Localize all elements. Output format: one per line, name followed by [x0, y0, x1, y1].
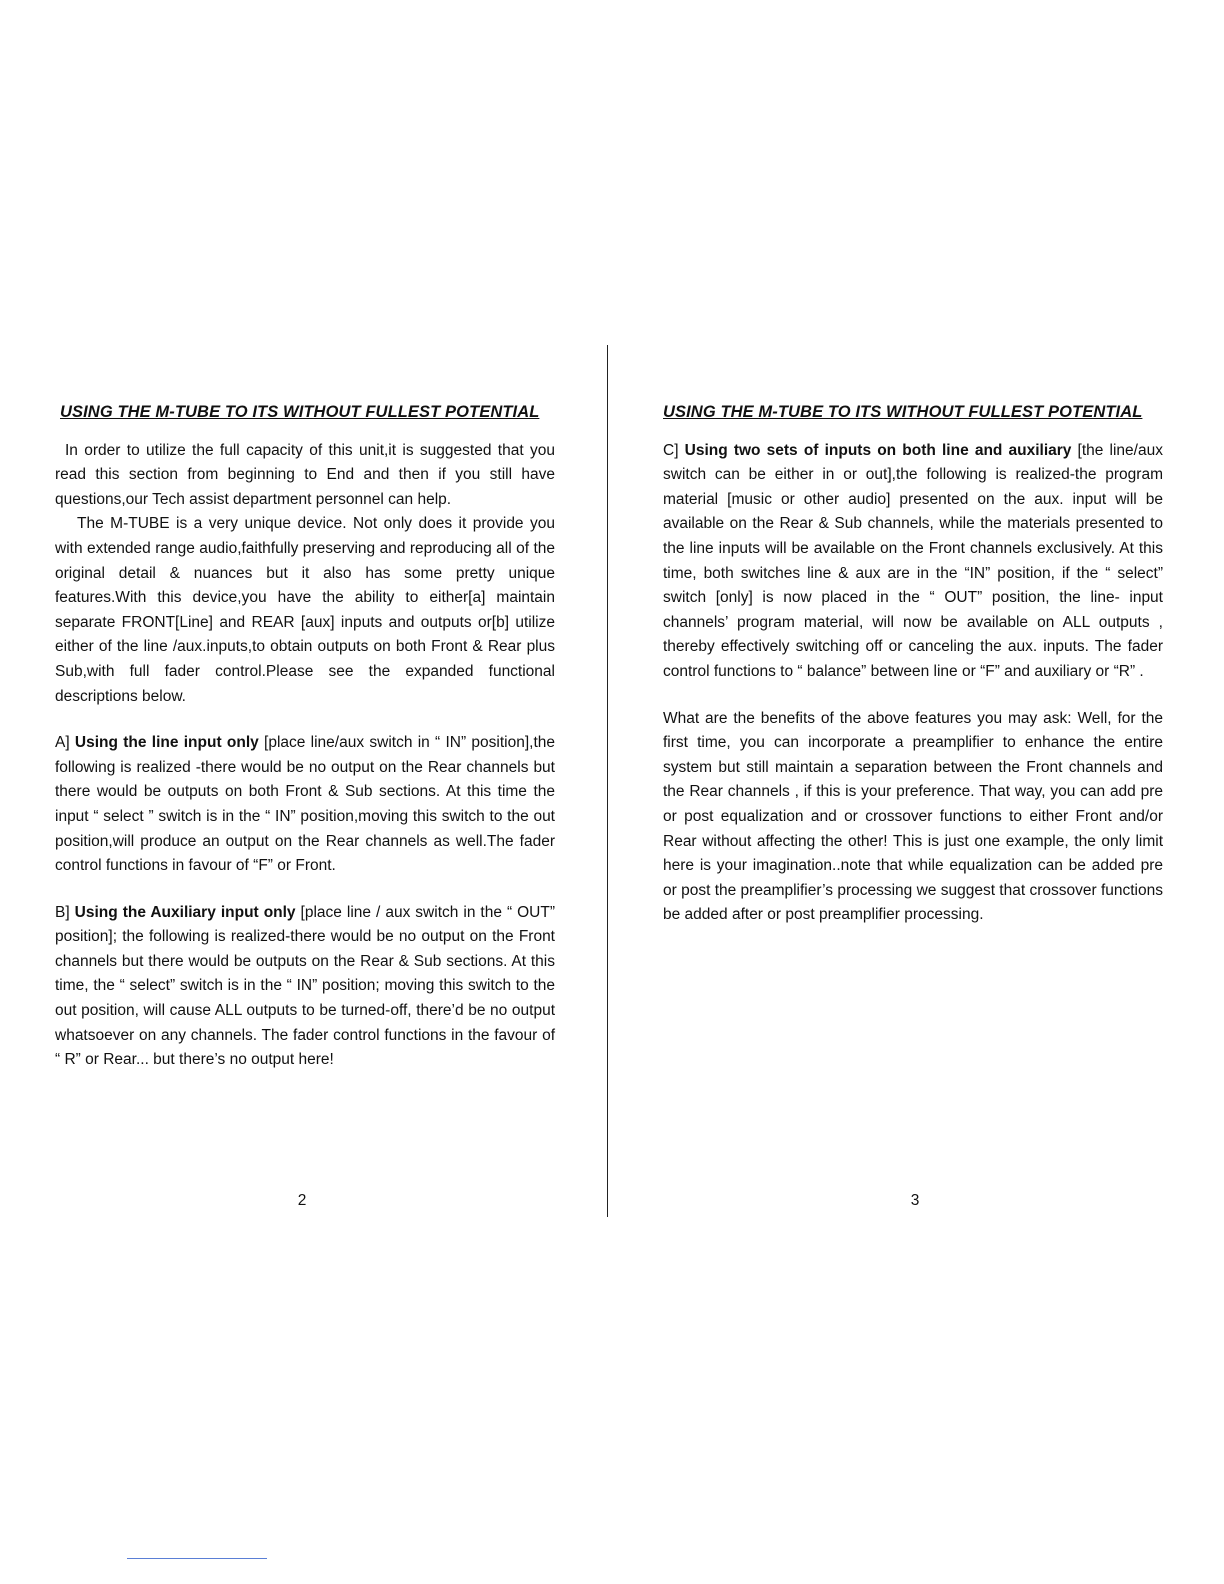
- section-c-paragraph: [663, 439, 1163, 685]
- section-c-body: [the line/aux switch can be either in or out],the following is realized-the program material [music or other audio] presented on the aux. input will be available on the Rear & Sub channels, while the materials presented to the line inputs will be available on the Front channels exclusively. At this time, both switches line & aux are in the “IN” position, if the “ select” switch [only] is now placed in the “ OUT” position, the line- input channels’ program material, will now be available on ALL outputs , thereby effectively switching off or canceling the aux. inputs. The fader control functions to “ balance” between line or “F” and auxiliary or “R” .: [663, 441, 1163, 680]
- right-page: [663, 400, 1163, 928]
- benefits-paragraph: What are the benefits of the above features you may ask: Well, for the first time, you can incorporate a preamplifier to enhance the entire system but still maintain a separation between the Front channels and the Rear channels , if this is your preference. That way, you can add pre or post equalization and or crossover functions to either Front and/or Rear without affecting the other! This is just one example, the only limit here is your imagination..note that while equalization can be added pre or post the preamplifier’s processing we suggest that crossover functions be added after or post preamplifier processing.: [663, 709, 1163, 924]
- left-page-number: 2: [297, 1192, 307, 1209]
- section-a-body: [place line/aux switch in “ IN” position],the following is realized -there would be no output on the Rear channels but there would be outputs on both Front & Sub sections. At this time the input “ select ” switch is in the “ IN” position,moving this switch to the out position,will produce an output on the Rear channels as well.The fader control functions in favour of “F” or Front.: [55, 734, 556, 875]
- section-a-paragraph: [55, 731, 555, 879]
- section-a-prefix: A]: [55, 734, 75, 752]
- left-page-heading: USING THE M-TUBE TO ITS WITHOUT FULLEST POTENTIAL: [60, 403, 540, 421]
- footer-rule: [127, 1558, 267, 1559]
- section-b-body: [place line / aux switch in the “ OUT” position]; the following is realized-there would be no output on the Front channels but there would be outputs on the Rear & Sub sections. At this time, the “ select” switch is in the “ IN” position; moving this switch to the out position, will cause ALL outputs to be turned-off, there’d be no output whatsoever on any channels. The fader control functions in the favour of “ R” or Rear... but there’s no output here!: [55, 903, 556, 1069]
- section-b-title: Using the Auxiliary input only: [74, 903, 296, 921]
- left-page: [55, 400, 555, 1073]
- section-b-prefix: B]: [55, 903, 75, 921]
- section-c-prefix: C]: [663, 441, 685, 459]
- intro-paragraph-2: The M-TUBE is a very unique device. Not only does it provide you with extended range audio,faithfully preserving and reproducing all of the original detail & nuances but it also has some pretty unique features.With this device,you have the ability to either[a] maintain separate FRONT[Line] and REAR [aux] inputs and outputs or[b] utilize either of the line /aux.inputs,to obtain outputs on both Front & Rear plus Sub,with full fader control.Please see the expanded functional descriptions below.: [55, 515, 555, 705]
- section-b-paragraph: [55, 901, 555, 1073]
- page-divider: [607, 345, 608, 1217]
- section-c-title: Using two sets of inputs on both line and auxiliary: [684, 441, 1072, 459]
- right-page-number: 3: [910, 1192, 920, 1209]
- intro-paragraph-1: In order to utilize the full capacity of this unit,it is suggested that you read this section from beginning to End and then if you still have questions,our Tech assist department personnel can help.: [55, 441, 555, 508]
- right-page-heading: USING THE M-TUBE TO ITS WITHOUT FULLEST POTENTIAL: [663, 403, 1143, 421]
- section-a-title: Using the line input only: [74, 734, 259, 752]
